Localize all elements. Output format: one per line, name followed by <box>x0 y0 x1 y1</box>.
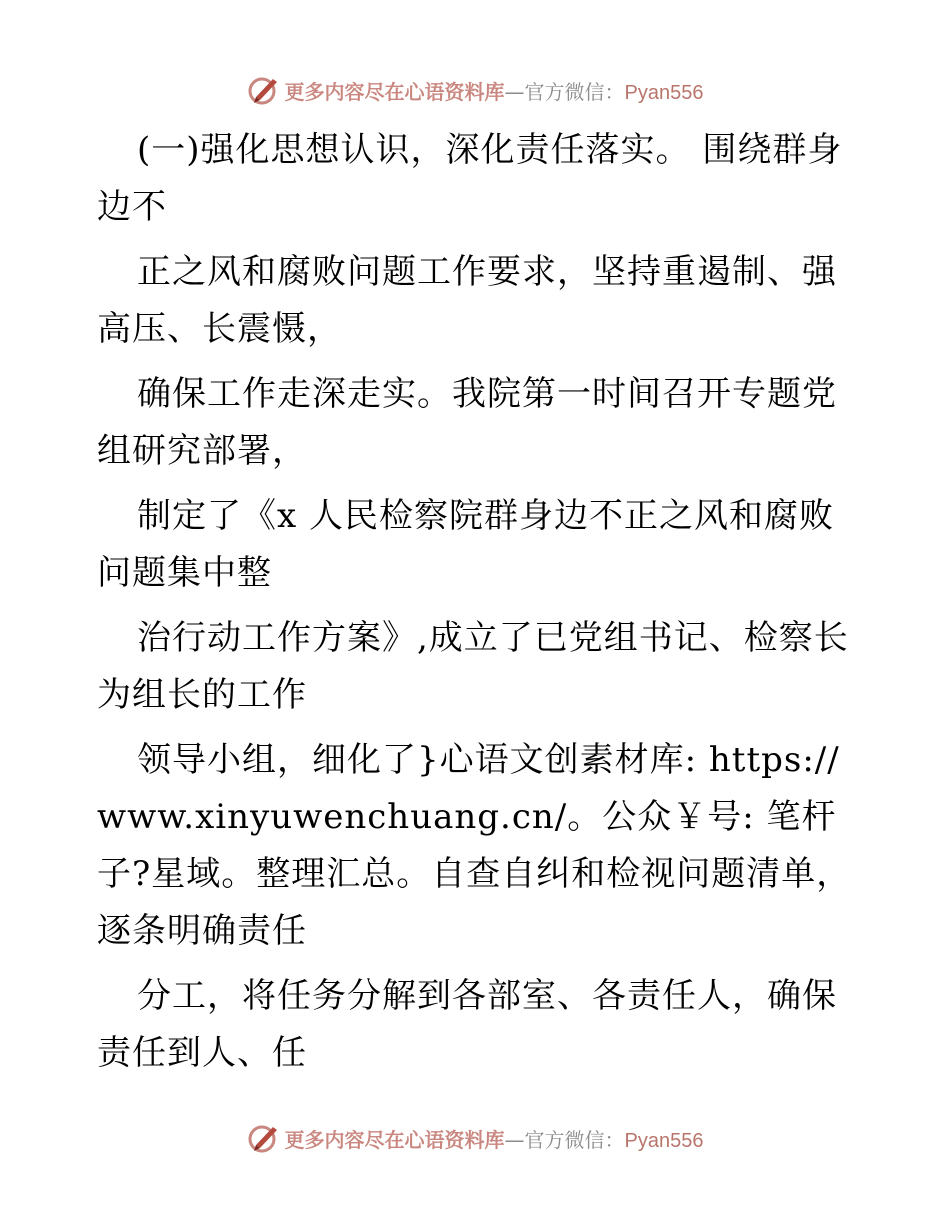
watermark-separator: — <box>504 79 525 104</box>
paragraph: 分工，将任务分解到各部室、各责任人，确保责任到人、任 <box>97 976 837 1073</box>
document-body <box>97 122 857 1090</box>
watermark-separator: — <box>504 1127 525 1152</box>
paragraph: 确保工作走深走实。我院第一时间召开专题党组研究部署， <box>97 374 837 471</box>
header-watermark <box>0 70 950 110</box>
watermark-wechat-label: 官方微信： <box>524 1127 625 1152</box>
paragraph: (一)强化思想认识，深化责任落实。 围绕群身边不 <box>97 130 843 227</box>
paragraph: 制定了《x 人民检察院群身边不正之风和腐败问题集中整 <box>97 496 834 593</box>
paragraph: 治行动工作方案》,成立了已党组书记、检察长为组长的工作 <box>97 618 849 715</box>
paragraph: 领导小组，细化了}心语文创素材库: https://www.xinyuwenchuang.cn/。公众￥号: 笔杆子?星域。整理汇总。自查自纠和检视问题清单，逐条明确责任 <box>97 740 852 951</box>
paragraph: 正之风和腐败问题工作要求，坚持重遏制、强高压、长震慑， <box>97 252 837 349</box>
watermark-brand: 更多内容尽在心语资料库 <box>284 79 505 104</box>
pen-logo-icon <box>247 73 281 107</box>
pen-logo-icon <box>247 1121 281 1155</box>
watermark-wechat-label: 官方微信： <box>524 79 625 104</box>
watermark-wechat-id: Pyan556 <box>624 81 704 104</box>
footer-watermark <box>0 1118 950 1158</box>
watermark-wechat-id: Pyan556 <box>624 1129 704 1152</box>
watermark-brand: 更多内容尽在心语资料库 <box>284 1127 505 1152</box>
